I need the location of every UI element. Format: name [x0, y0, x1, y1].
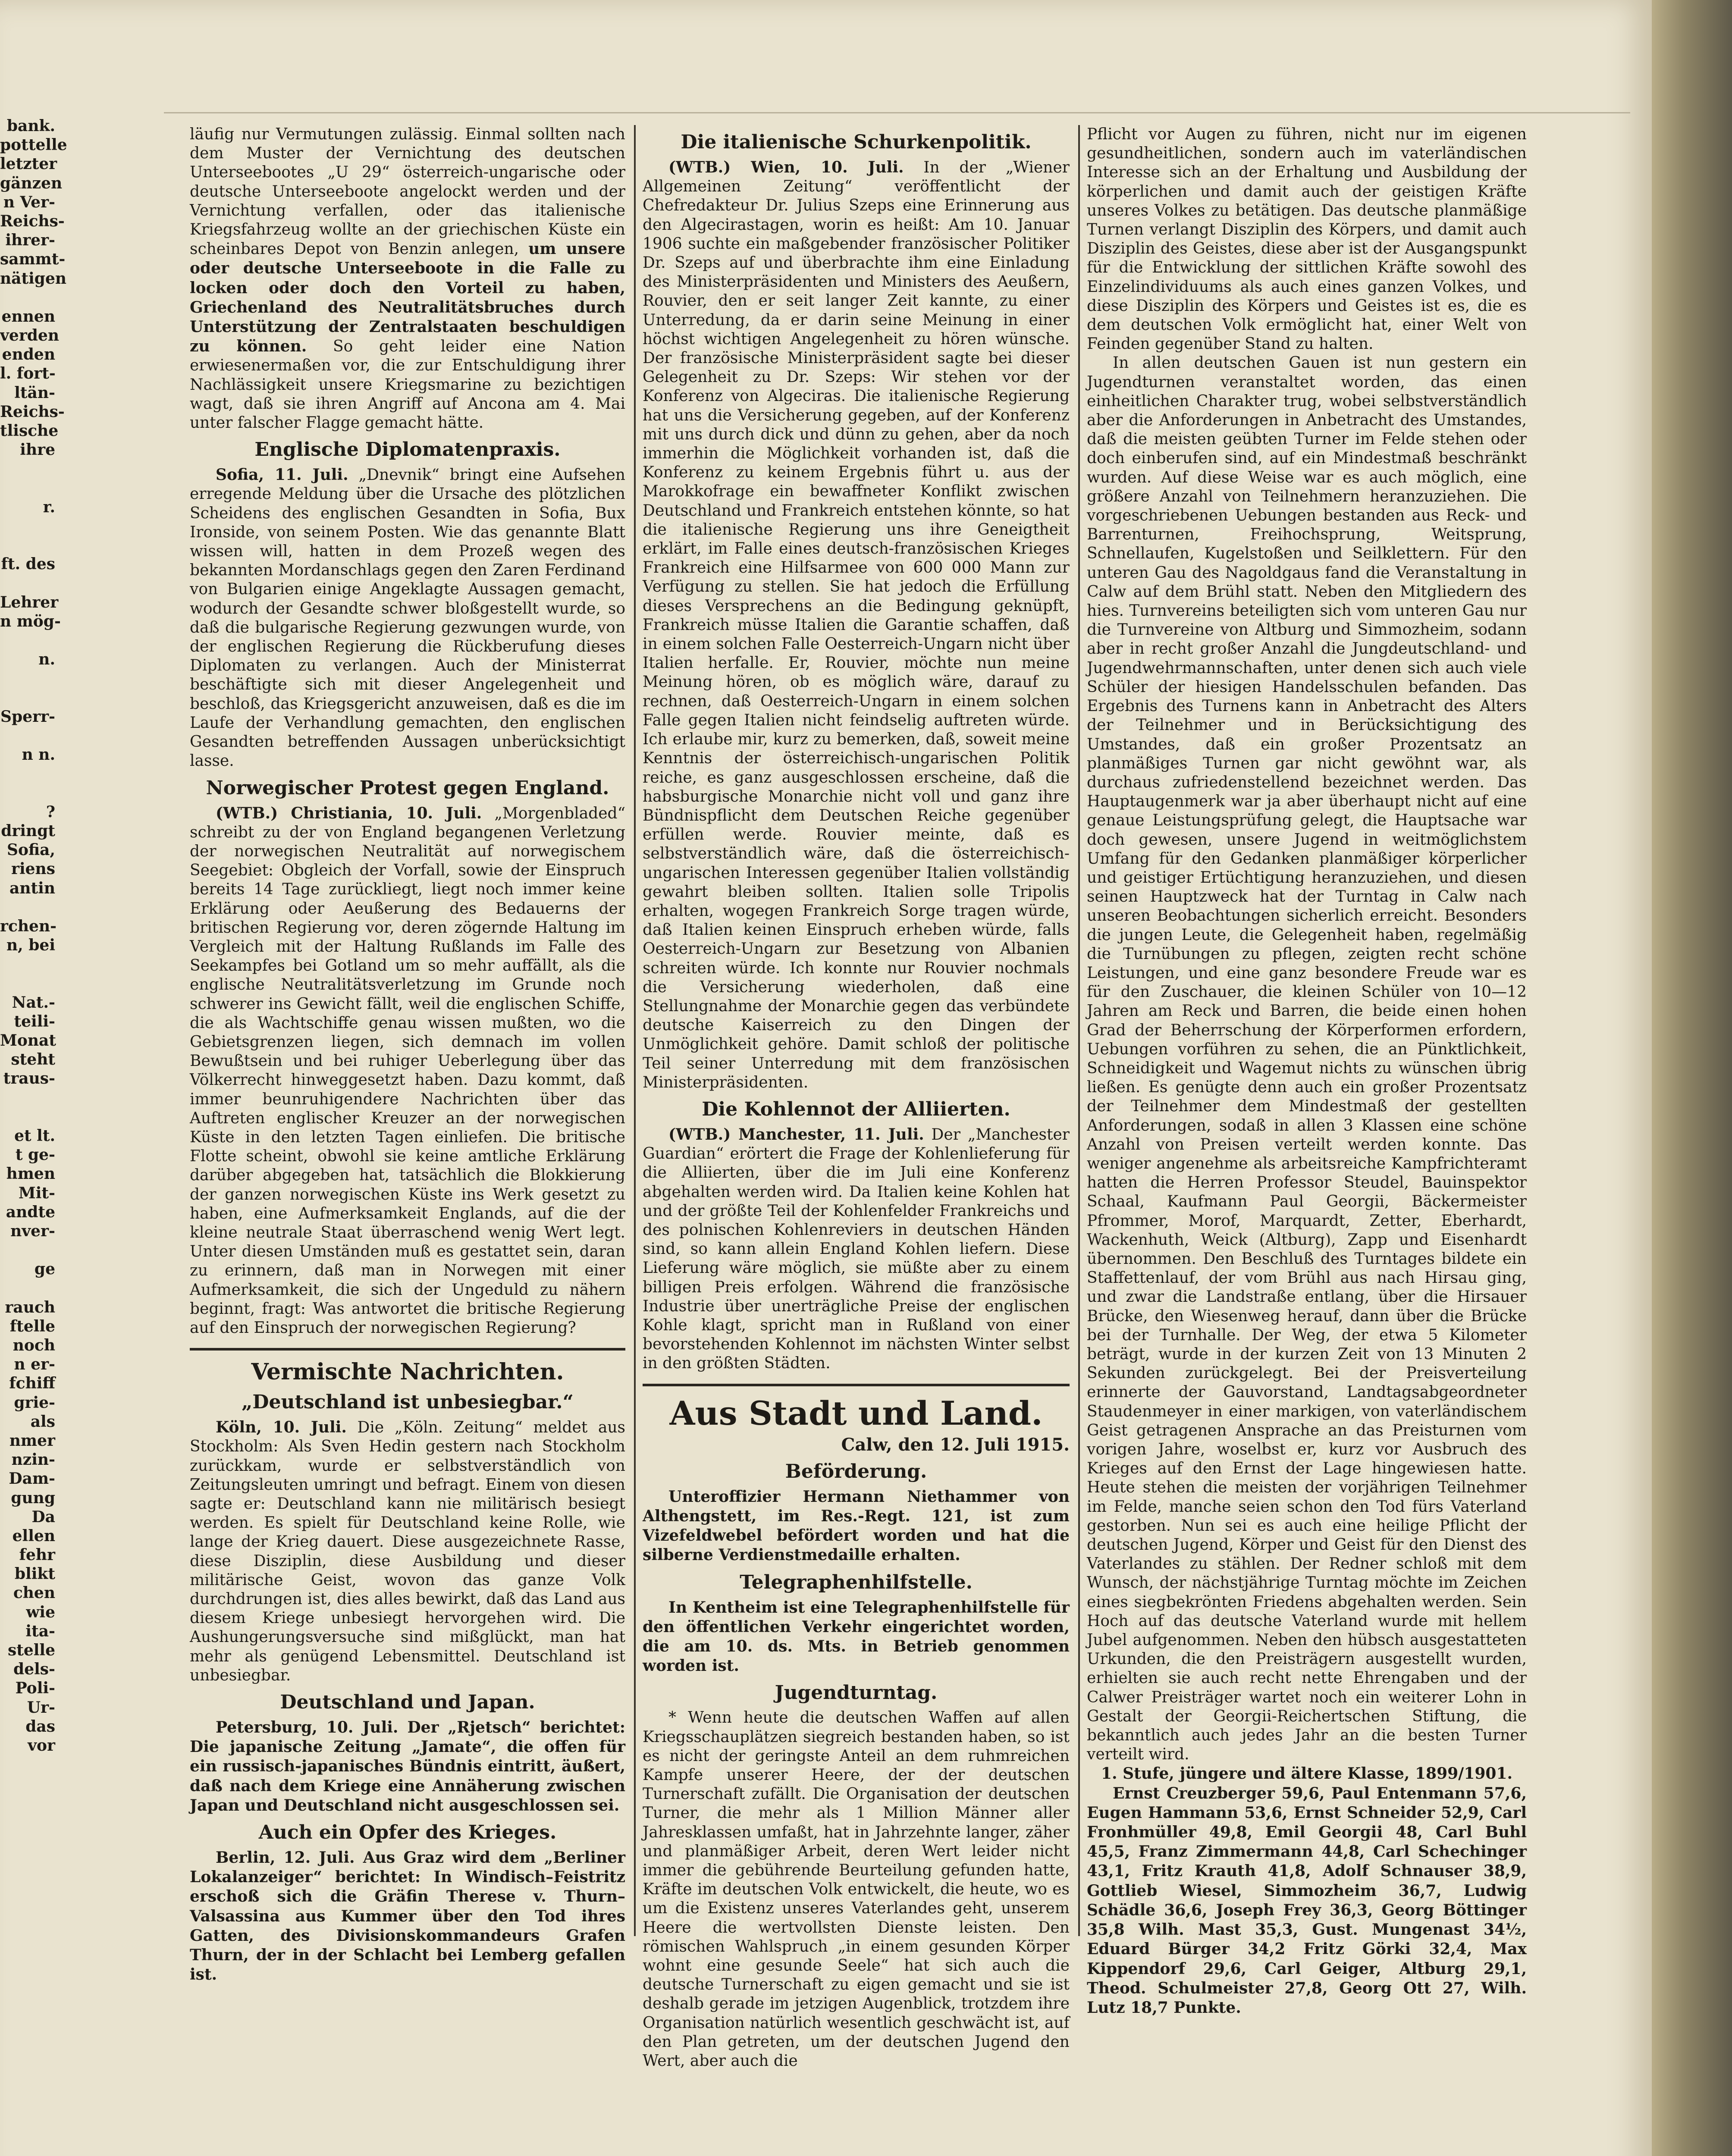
left-fragment-line: tlische	[0, 422, 59, 440]
left-fragment-line: antin	[9, 879, 55, 897]
headline-befoerderung: Beförderung.	[785, 1460, 927, 1482]
column-2	[643, 125, 1070, 2091]
left-fragment-line: et lt.	[14, 1126, 55, 1145]
left-fragment-line: chen	[13, 1584, 55, 1602]
left-fragment-line: blikt	[14, 1565, 55, 1583]
left-fragment-line: grie-	[14, 1393, 55, 1412]
left-fragment-line: noch	[13, 1336, 55, 1354]
left-fragment-line: riens	[11, 860, 55, 878]
left-fragment-line: vor	[28, 1736, 55, 1755]
left-fragment-line: Sofia,	[6, 841, 55, 859]
left-fragment-line: r.	[43, 498, 55, 516]
left-fragment-line	[0, 517, 55, 536]
left-fragment-line	[0, 974, 55, 993]
left-fragment-line: n, bei	[6, 936, 55, 955]
left-fragment-line: bank.	[6, 117, 55, 135]
headline-norwegen: Norwegischer Protest gegen England.	[206, 777, 609, 799]
left-fragment-line: sammt-	[0, 250, 66, 269]
left-fragment-line: letzter	[0, 155, 57, 173]
article-paragraph: In allen deutschen Gauen ist nun gestern ein Jugendturnen veranstaltet worden, das einen einheitlichen Charakter trug, wobei selbstverständlich aber die Anforderungen in Anbetracht des Umstandes, daß die meisten geübten Turner im Felde stehen oder doch einberufen sind, auf ein Mindestmaß beschränkt wurden. Auf diese Weise war es auch möglich, eine größere Anzahl von Teilnehmern heranzuziehen. Die vorgeschriebenen Uebungen bestanden aus Reck- und Barrenturnen, Freihochsprung, Weitsprung, Schnellaufen, Kugelstoßen und Seilklettern. Für den unteren Gau des Nagoldgaus fand die Veranstaltung in Calw auf dem Brühl statt. Neben den Mitgliedern des hies. Turnvereins beteiligten sich vom unteren Gau nur die Turnvereine von Altburg und Simmozheim, sodann aber in recht großer Anzahl die Jungdeutschland- und Jugendwehrmannschaften, unter denen sich auch viele Schüler der hiesigen Handelsschulen befanden. Das Ergebnis des Turnens kann in Anbetracht des Alters der Teilnehmer und in Berücksichtigung des Umstandes, daß ein großer Prozentsatz an planmäßiges Turnen gar nicht gewöhnt war, als durchaus zufriedenstellend bezeichnet werden. Das Hauptaugenmerk war ja aber überhaupt nicht auf eine genaue Leistungsprüfung gelegt, die Hauptsache war doch gewesen, unsere Jugend in weitmöglichstem Umfang für den Gedanken planmäßiger körperlicher und geistiger Ertüchtigung heranzuziehen, und diesen seinen Hauptzweck hat der Turntag in Calw nach unseren Beobachtungen sicherlich erreicht. Besonders die jungen Leute, die Gelegenheit haben, regelmäßig die Turnübungen zu pflegen, zeigten recht schöne Leistungen, und eine ganz besondere Freude war es für den Zuschauer, die kleinen Schüler von 10—12 Jahren am Reck und Barren, die beide einen hohen Grad der Beherrschung der Körperformen erfordern, Uebungen vorführen zu sehen, die an Pünktlichkeit, Schneidigkeit und Wagemut nichts zu wünschen übrig ließen. Es genügte denn auch ein großer Prozentsatz der Teilnehmer dem Mindestmaß der gestellten Anforderungen, sodaß in allen 3 Klassen eine schöne Anzahl von Preisen verteilt werden konnte. Das weniger angenehme als arbeitsreiche Kampfrichteramt hatten die Herren Professor Steudel, Bauinspektor Schaal, Kaufmann Paul Georgii, Bäckermeister Pfrommer, Morof, Marquardt, Zetter, Eberhardt, Wackenhuth, Weick (Altburg), Zapp und Eisenhardt übernommen. Den Beschluß des Turntages bildete ein Staffettenlauf, der vom Brühl aus nach Hirsau ging, und zwar die Landstraße entlang, über die Hirsauer Brücke, den Wiesenweg herauf, dann über die Brücke bei der Turnhalle. Der Weg, der etwa 5 Kilometer beträgt, wurde in der kurzen Zeit von 13 Minuten 2 Sekunden zurückgelegt. Bei der Preisverteilung erinnerte der Gauvorstand, Landtagsabgeordneter Staudenmeyer in einer markigen, von vaterländischem Geist getragenen Ansprache an das Preisturnen vom vorigen Jahre, woselbst er, kurz vor Ausbruch des Krieges auf den Ernst der Lage hingewiesen hatte. Heute stehen die meisten der vorjährigen Teilnehmer im Felde, manche seien schon den Tod fürs Vaterland gestorben. Nun sei es auch eine heilige Pflicht der deutschen Jugend, Körper und Geist für den Dienst des Vaterlandes zu stählen. Der Redner schloß mit dem Wunsch, der nächstjährige Turntag möchte im Zeichen eines siegbekrönten Friedens abgehalten werden. Sein Hoch auf das deutsche Vaterland wurde mit hellem Jubel aufgenommen. Neben den hübsch ausgestatteten Urkunden, die den Preisträgern ausgestellt wurden, erhielten sie auch recht nette Ehrengaben und der Calwer Preisträger wartet noch ein weiterer Lohn in Gestalt der Georgii-Reichertschen Stiftung, die bekanntlich auch jedes Jahr an die besten Turner verteilt wird.	[1087, 354, 1527, 1764]
left-fragment-line: ellen	[12, 1526, 55, 1545]
left-fragment-line: Poli-	[15, 1679, 55, 1698]
article-paragraph: läufig nur Vermutungen zulässig. Einmal sollten nach dem Muster der Vernichtung des deutschen Unterseebootes „U 29“ österreich-ungarische oder deutsche Unterseeboote angelockt werden und der Vernichtung verfallen, oder das italienische Kriegsfahrzeug wollte an der griechischen Küste ein scheinbares Depot von Benzin anlegen, um unsere oder deutsche Unterseeboote in die Falle zu locken oder doch den Vorteil zu haben, Griechenland des Neutralitätsbruches durch Unterstützung der Zentralstaaten beschuldigen zu können. So geht leider eine Nation erwiesenermaßen vor, die zur Entschuldigung ihrer Nachlässigkeit unsere Kriegsmarine zu bezichtigen wagt, daß sie ihren Angriff auf Ancona am 4. Mai unter falscher Flagge gemacht hätte.	[190, 125, 625, 432]
section-rule	[190, 1348, 625, 1351]
left-fragment-line: ge	[34, 1260, 55, 1279]
left-fragment-line: teili-	[14, 1012, 55, 1031]
left-fragment-line: dels-	[13, 1660, 55, 1679]
left-fragment-line: ennen	[1, 307, 55, 326]
headline-unbesiegbar: „Deutschland ist unbesiegbar.“	[242, 1391, 574, 1413]
left-fragment-line: ?	[46, 802, 55, 821]
left-fragment-line: rchen-	[0, 917, 57, 935]
left-fragment-line: Dam-	[9, 1470, 55, 1488]
left-fragment-line	[0, 1107, 55, 1126]
left-fragment-line: pottelle	[0, 136, 67, 154]
headline-kohlennot: Die Kohlennot der Alliierten.	[702, 1098, 1010, 1120]
headline-telegraph: Telegraphenhilfstelle.	[740, 1571, 973, 1593]
article-paragraph: (WTB.) Wien, 10. Juli. In der „Wiener Allgemeinen Zeitung“ veröffentlicht der Chefredakteur Dr. Julius Szeps eine Erinnerung aus den Algecirastagen, worin es heißt: Am 10. Januar 1906 suchte ein maßgebender französischer Politiker Dr. Szeps auf und überbrachte ihm eine Einladung des Ministerpräsidenten und Ministers des Aeußern, Rouvier, den er seit langer Zeit kannte, zu einer Unterredung, da er darin seine Meinung in einer höchst wichtigen Angelegenheit zu hören wünsche. Der französische Ministerpräsident sagte bei dieser Gelegenheit zu Dr. Szeps: Wir stehen vor der Konferenz von Algeciras. Die italienische Regierung hat uns die Versicherung gegeben, auf der Konferenz mit uns durch dick und dünn zu gehen, aber da noch immerhin die Möglichkeit vorhanden ist, daß die Konferenz zu keinem Ergebnis führt u. aus der Marokkofrage ein bewaffneter Konflikt zwischen Deutschland und Frankreich entstehen könnte, so hat die italienische Regierung uns ihre Geneigtheit erklärt, im Falle eines deutsch-französischen Krieges Frankreich eine Hilfsarmee von 600 000 Mann zur Verfügung zu stellen. Sie hat jedoch die Erfüllung dieses Versprechens an die Bedingung geknüpft, Frankreich müsse Italien die Garantie schaffen, daß in einem solchen Falle Oesterreich-Ungarn nicht über Italien herfalle. Er, Rouvier, möchte nun meine Meinung hören, ob es möglich wäre, darauf zu rechnen, daß Oesterreich-Ungarn in einem solchen Falle gegen Italien nicht feindselig auftreten würde. Ich erlaube mir, kurz zu bemerken, daß, soweit meine Kenntnis der österreichisch-ungarischen Politik reiche, es ganz ausgeschlossen erscheine, daß die habsburgische Monarchie nicht voll und ganz ihre Bündnispflicht dem Deutschen Reiche gegenüber erfüllen werde. Rouvier meinte, daß es selbstverständlich wäre, daß die österreichisch-ungarischen Interessen gegenüber Italien vollständig gewahrt bleiben sollten. Italien solle Tripolis erhalten, wogegen Frankreich Sorge tragen würde, daß Italien keinen Einspruch erheben würde, falls Oesterreich-Ungarn zur Besetzung von Albanien schreiten würde. Ich konnte nur Rouvier nochmals die Versicherung wiederholen, daß eine Stellungnahme der Monarchie gegen das verbündete deutsche Kaiserreich zu den Dingen der Unmöglichkeit gehöre. Damit schloß der politische Teil seiner Unterredung mit dem französischen Ministerpräsidenten.	[643, 158, 1070, 1091]
left-fragment-line	[0, 1088, 55, 1107]
left-fragment-line: n n.	[22, 746, 55, 764]
top-divider	[164, 112, 1630, 113]
column-3	[1087, 125, 1527, 2091]
left-fragment-line: gänzen	[0, 174, 63, 192]
article-paragraph: * Wenn heute die deutschen Waffen auf allen Kriegsschauplätzen siegreich bestanden haben, so ist es nicht der geringste Anteil an dem ruhmreichen Kampfe unserer Heere, der der deutschen Turnerschaft zufällt. Die Organisation der deutschen Turner, die mehr als 1 Million Männer aller Jahresklassen umfaßt, hat in Jahrzehnte langer, zäher und planmäßiger Arbeit, deren Wert leider nicht immer die gebührende Beurteilung gefunden hatte, Kräfte im deutschen Volk entwickelt, die heute, wo es um die Existenz unseres Vaterlandes geht, unserem Heere die wertvollsten Dienste leisten. Den römischen Wahlspruch „in einem gesunden Körper wohnt eine gesunde Seele“ hat sich auch die deutsche Turnerschaft zu eigen gemacht und sie ist deshalb gerade im jetzigen Augenblick, trotzdem ihre Organisation natürlich wesentlich geschwächt ist, auf den Plan getreten, um der deutschen Jugend den Wert, aber auch die	[643, 1709, 1070, 2070]
left-fragment-line	[0, 1279, 55, 1297]
left-fragment-line: Da	[31, 1507, 55, 1526]
left-fragment-line: Lehrer	[0, 593, 59, 611]
left-fragment-line: Sperr-	[0, 707, 55, 726]
left-fragment-line: gung	[11, 1489, 55, 1507]
article-paragraph: Unteroffizier Hermann Niethammer von Althengstett, im Res.-Regt. 121, ist zum Vizefeldwebel befördert worden und hat die silberne Verdienstmedaille erhalten.	[643, 1487, 1070, 1564]
left-fragment-line: Mit-	[18, 1184, 55, 1202]
left-fragment-line: ita-	[25, 1622, 55, 1640]
left-fragment-line	[0, 764, 55, 783]
article-paragraph: In Kentheim ist eine Telegraphenhilfstelle für den öffentlichen Verkehr eingerichtet worden, die am 10. ds. Mts. in Betrieb genommen worden ist.	[643, 1598, 1070, 1675]
left-fragment-line: das	[25, 1717, 55, 1736]
left-fragment-line	[0, 459, 55, 478]
column-rule-2	[1078, 125, 1080, 1936]
left-fragment-line: nätigen	[0, 269, 67, 288]
left-fragment-line: enden	[2, 345, 55, 364]
article-paragraph: Pflicht vor Augen zu führen, nicht nur im eigenen gesundheitlichen, sondern auch im vaterländischen Interesse sich an der Erhaltung und Ausbildung der körperlichen und damit auch der geistigen Kräfte unseres Volkes zu betätigen. Das deutsche planmäßige Turnen verlangt Disziplin des Körpers, und damit auch Disziplin des Geistes, diese aber ist der Ausgangspunkt für die Entwicklung der sittlichen Kräfte sowohl des Einzelindividuums als auch eines ganzen Volkes, und diese Disziplin des Körpers und Geistes ist es, die es dem deutschen Volk ermöglicht hat, einer Welt von Feinden gegenüber Stand zu halten.	[1087, 125, 1527, 353]
left-fragment-line: ihre	[20, 441, 55, 459]
article-paragraph: Petersburg, 10. Juli. Der „Rjetsch“ berichtet: Die japanische Zeitung „Jamate“, die offen für ein russisch-japanisches Bündnis eintritt, äußert, daß nach dem Kriege eine Annäherung zwischen Japan und Deutschland nicht ausgeschlossen sei.	[190, 1718, 625, 1814]
article-paragraph: (WTB.) Christiania, 10. Juli. „Morgenbladed“ schreibt zu der von England begangenen Verletzung der norwegischen Neutralität auf norwegischem Seegebiet: Obgleich der Vorfall, sowie der Einspruch bereits 14 Tage zurückliegt, liegt noch immer keine Erklärung oder Aeußerung des Bedauerns der britischen Regierung vor, deren zögernde Haltung im Vergleich mit der Haltung Rußlands im Falle des Seekampfes bei Gotland um so mehr auffällt, als die englische Neutralitätsverletzung im Grunde noch schwerer ins Gewicht fällt, weil die englischen Schiffe, die als Wachtschiffe genau wissen mußten, wo die Gebietsgrenzen liegen, sich demnach im vollen Bewußtsein und bei ruhiger Ueberlegung über das Völkerrecht hinweggesetzt haben. Dazu kommt, daß immer beunruhigendere Nachrichten über das Auftreten englischer Kreuzer an der norwegischen Küste in den letzten Tagen einliefen. Die britische Flotte scheint, obwohl sie keine amtliche Erklärung darüber abgegeben hat, tatsächlich die Blokkierung der ganzen norwegischen Küste ins Werk gesetzt zu haben, eine Aufmerksamkeit Englands, auf die der kleine neutrale Staat überraschend wenig Wert legt. Unter diesen Umständen muß es gestattet sein, daran zu erinnern, daß man in Norwegen mit einer Aufmerksamkeit, die sich der Ungeduld zu nähern beginnt, fragt: Was antwortet die britische Regierung auf den Einspruch der norwegischen Regierung?	[190, 804, 625, 1337]
left-fragment-line: fehr	[19, 1546, 55, 1564]
left-fragment-line: Reichs-	[0, 212, 65, 230]
left-fragment-line: Nat.-	[12, 993, 55, 1012]
left-fragment-line: l. fort-	[0, 364, 56, 383]
headline-italien: Die italienische Schurkenpolitik.	[681, 131, 1032, 153]
left-fragment-line: nzin-	[11, 1451, 55, 1469]
left-fragment-line	[0, 536, 55, 555]
left-fragment-line: t ge-	[15, 1146, 55, 1164]
left-page-fragments	[0, 116, 67, 2100]
headline-opfer: Auch ein Opfer des Krieges.	[258, 1821, 557, 1844]
headline-jugendturntag: Jugendturntag.	[775, 1682, 938, 1704]
left-fragment-line	[0, 1241, 55, 1260]
left-fragment-line: rauch	[5, 1298, 55, 1316]
headline-vermischte: Vermischte Nachrichten.	[251, 1359, 564, 1385]
left-fragment-line	[0, 574, 55, 593]
left-fragment-line: traus-	[3, 1069, 55, 1088]
left-fragment-line: stelle	[7, 1641, 55, 1659]
left-fragment-line: wie	[26, 1603, 55, 1621]
article-paragraph: Berlin, 12. Juli. Aus Graz wird dem „Berliner Lokalanzeiger“ berichtet: In Windisch–Feistritz erschoß sich die Gräfin Therese v. Thurn–Valsassina aus Kummer über den Tod ihres Gatten, des Divisionskommandeurs Grafen Thurn, der in der Schlacht bei Lemberg gefallen ist.	[190, 1849, 625, 1984]
section-rule	[643, 1384, 1070, 1386]
left-fragment-line	[0, 783, 55, 802]
left-fragment-line: ihrer-	[5, 231, 55, 250]
article-paragraph: Sofia, 11. Juli. „Dnevnik“ bringt eine Aufsehen erregende Meldung über die Ursache des plötzlichen Scheidens des englischen Gesandten in Sofia, Bux Ironside, von seinem Posten. Wie das genannte Blatt wissen will, hatten in dem Prozeß wegen des bekannten Mordanschlags gegen den Zaren Ferdinand von Bulgarien einige Angeklagte Aussagen gemacht, wodurch der Gesandte schwer bloßgestellt wurde, so daß die bulgarische Regierung gezwungen wurde, von der englischen Regierung die Rückberufung dieses Diplomaten zu verlangen. Auch der Ministerrat beschäftigte sich mit dieser Angelegenheit und beschloß, das Kriegsgericht anzuweisen, daß es die im Laufe der Verhandlung gemachten, den englischen Gesandten betreffenden Aussagen unberücksichtigt lasse.	[190, 466, 625, 770]
left-fragment-line	[0, 479, 55, 498]
left-fragment-line: dringt	[1, 821, 55, 840]
left-fragment-line: n Ver-	[3, 193, 55, 211]
left-fragment-line: ft. des	[1, 555, 55, 573]
headline-diplomaten: Englische Diplomatenpraxis.	[254, 439, 561, 461]
left-fragment-line: ftelle	[9, 1317, 55, 1335]
headline-stadt-land: Aus Stadt und Land.	[669, 1394, 1043, 1432]
left-fragment-line	[0, 669, 55, 688]
left-fragment-line: fchiff	[9, 1374, 55, 1393]
left-fragment-line: verden	[0, 326, 60, 345]
results-title: 1. Stufe, jüngere und ältere Klasse, 1899/1901.	[1101, 1764, 1513, 1783]
headline-japan: Deutschland und Japan.	[280, 1691, 535, 1714]
left-fragment-line: Reichs-	[0, 402, 65, 421]
left-fragment-line: Monat	[0, 1031, 56, 1050]
left-fragment-line: n mög-	[0, 612, 61, 630]
left-fragment-line: n er-	[14, 1355, 55, 1374]
left-fragment-line: nver-	[10, 1222, 55, 1240]
left-fragment-line: n.	[38, 650, 55, 669]
left-fragment-line	[0, 898, 55, 917]
left-fragment-line: andte	[6, 1203, 55, 1221]
left-fragment-line	[0, 631, 55, 650]
left-fragment-line: steht	[11, 1050, 55, 1069]
left-fragment-line	[0, 726, 55, 745]
book-edge	[1652, 0, 1732, 2156]
article-paragraph: (WTB.) Manchester, 11. Juli. Der „Manchester Guardian“ erörtert die Frage der Kohlenlieferung für die Alliierten, über die im Juli eine Konferenz abgehalten werden wird. Da Italien keine Kohlen hat und der größte Teil der Kohlenfelder Frankreichs und des polnischen Kohlenreviers in deutschen Händen sind, so kann allein England Kohlen liefern. Diese Lieferung wäre möglich, sie müßte aber zu einem billigen Preis erfolgen. Während die französische Industrie über unerträgliche Preise der englischen Kohle klagt, spricht man in Rußland von einer bevorstehenden Kohlennot im nächsten Winter selbst in den größten Städten.	[643, 1125, 1070, 1373]
left-fragment-line: ltän-	[14, 383, 55, 402]
dateline: Calw, den 12. Juli 1915.	[841, 1434, 1070, 1455]
left-fragment-line	[0, 955, 55, 974]
left-fragment-line: Ur-	[27, 1698, 55, 1717]
article-paragraph: Köln, 10. Juli. Die „Köln. Zeitung“ meldet aus Stockholm: Als Sven Hedin gestern nach Stockholm zurückkam, wurde er selbstverständlich von Zeitungsleuten umringt und befragt. Einem von diesen sagte er: Deutschland kann nie militärisch besiegt werden. Es spielt für Deutschland keine Rolle, wie lange der Krieg dauert. Diese ausgezeichnete Rasse, diese Disziplin, diese Ausbildung und dieser militärische Geist, wovon das ganze Volk durchdrungen ist, dies alles bewirkt, daß das Land aus diesem Kriege unbesiegt hervorgehen wird. Die Aushungerungsversuche sind mißglückt, man hat mehr als genügend Lebensmittel. Deutschland ist unbesiegbar.	[190, 1418, 625, 1684]
left-fragment-line: nmer	[9, 1431, 55, 1450]
left-fragment-line: hmen	[6, 1165, 55, 1183]
left-fragment-line	[0, 288, 55, 307]
left-fragment-line	[0, 688, 55, 707]
column-rule-1	[634, 125, 636, 1936]
results-list: Ernst Creuzberger 59,6, Paul Entenmann 57,6, Eugen Hammann 53,6, Ernst Schneider 52,9, Carl Fronhmüller 49,8, Emil Georgii 48, Carl Buhl 45,5, Franz Zimmermann 44,8, Carl Schechinger 43,1, Fritz Krauth 41,8, Adolf Schnauser 38,9, Gottlieb Wiesel, Simmozheim 36,7, Ludwig Schädle 36,6, Joseph Frey 36,3, Georg Böttinger 35,8 Wilh. Mast 35,3, Gust. Mungenast 34½, Eduard Bürger 34,2 Fritz Görki 32,4, Max Kippendorf 29,6, Carl Geiger, Altburg 29,1, Theod. Schulmeister 27,8, Georg Ott 27, Wilh. Lutz 18,7 Punkte.	[1087, 1784, 1527, 2017]
column-1	[190, 125, 625, 2091]
left-fragment-line: als	[30, 1412, 55, 1431]
